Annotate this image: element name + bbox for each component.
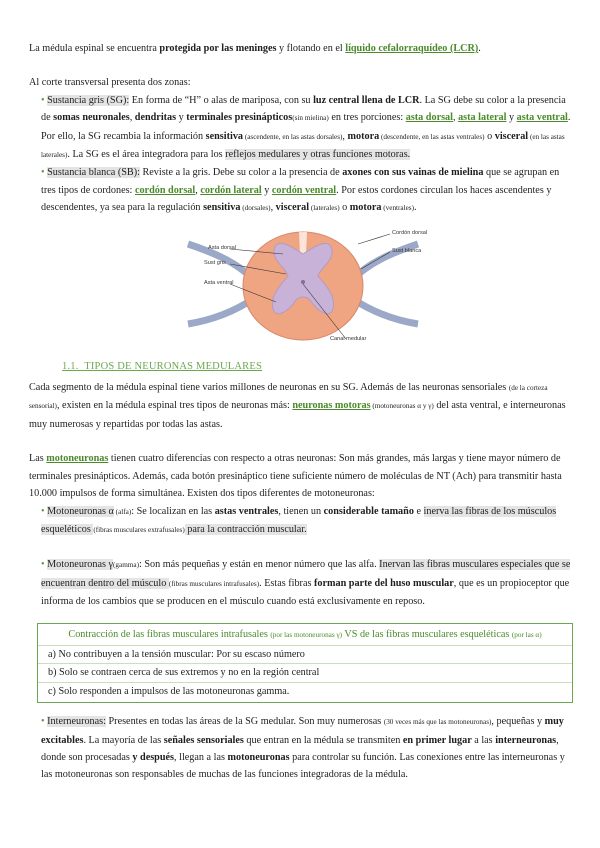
bold-text: terminales presinápticos	[186, 112, 293, 124]
small-note: (de la corteza sensorial)	[29, 384, 548, 411]
small-note: (alfa)	[113, 507, 132, 516]
bold-text: muy excitables	[41, 716, 564, 746]
text: , donde son procesadas	[41, 734, 559, 763]
text: Las	[29, 453, 47, 465]
label-sust-gris: Sust gris	[204, 259, 226, 266]
label-canal-medular: Canal medular	[330, 335, 367, 342]
bold-text: y después	[132, 751, 175, 763]
intro-paragraph	[29, 40, 573, 57]
text: Cada segmento de la médula espinal tiene varios millones de neuronas en su SG. Además de las neuronas sensoriales	[29, 382, 509, 394]
central-canal	[301, 280, 305, 284]
label-cordon-dorsal: Cordón dorsal	[392, 229, 428, 236]
green-term: asta dorsal	[405, 112, 453, 124]
bold-text: protegida por las meninges	[159, 43, 277, 54]
bold-text: considerable tamaño	[323, 505, 414, 517]
text: .	[414, 202, 417, 214]
bullet-interneuronas	[29, 713, 573, 784]
text: y	[506, 112, 517, 124]
text: . La SG debe su color a la presencia de	[41, 94, 566, 124]
right-lower-meninge	[353, 299, 418, 324]
small-note: (en las astas laterales)	[41, 132, 565, 160]
text: ,	[270, 202, 276, 214]
text: . Por estos cordones circulan los haces ascendentes y descendentes, ya sea para la regulación	[41, 184, 552, 214]
text: ,	[452, 112, 459, 124]
bold-text: sensitiva	[203, 202, 241, 214]
small-note: (dorsales)	[240, 204, 271, 213]
bold-text: luz central llena de LCR	[313, 94, 420, 106]
label-line-dorsal-cord	[358, 234, 390, 244]
text: , que es un propioceptor que informa de los cambios que se producen en el músculo cuando está exclusivamente en reposo.	[41, 577, 570, 608]
bold-text: señales sensoriales	[163, 734, 244, 746]
small-note: (fibras musculares extrafusales)	[93, 525, 185, 534]
bold-text: sensitiva	[205, 130, 244, 142]
bold-text: visceral	[275, 202, 310, 214]
text: . Por ello, la SG recambia la información	[41, 112, 571, 142]
bullet-motoneuronas-gamma	[29, 556, 573, 610]
highlight-text: Motoneuronas α	[47, 505, 114, 517]
text: VS de las fibras musculares esqueléticas	[342, 628, 512, 640]
text: o	[339, 202, 350, 214]
bold-text: visceral	[494, 130, 529, 142]
bullet-icon: •	[41, 94, 45, 106]
zones-intro: Al corte transversal presenta dos zonas:	[29, 77, 191, 89]
text: En forma de “H” o alas de mariposa, con su	[129, 94, 314, 106]
text: y	[261, 184, 272, 196]
text: ,	[342, 130, 348, 142]
text: ,	[195, 184, 201, 196]
box-row: a) No contribuyen a la tensión muscular: Por su escaso número	[38, 645, 572, 663]
paragraph-motoneurons	[29, 450, 573, 502]
green-term: asta lateral	[458, 112, 507, 124]
text: , llegan a las	[174, 751, 228, 763]
text: y	[176, 112, 187, 124]
label-asta-ventral: Asta ventral	[204, 279, 234, 286]
section-title-text: TIPOS DE NEURONAS MEDULARES	[84, 360, 263, 372]
bold-text: motora	[349, 202, 382, 214]
bold-text: dendritas	[134, 112, 177, 124]
text: . Estas fibras	[259, 577, 314, 589]
small-note: (fibras musculares intrafusales)	[168, 579, 260, 588]
small-note: (ventrales)	[381, 204, 414, 213]
text: del asta ventral, e interneuronas muy numerosas y repartidas por todas las astas.	[29, 400, 566, 430]
highlight-text: Motoneuronas γ	[47, 559, 114, 571]
text: e	[413, 505, 424, 517]
text: . La SG es el área integradora para los	[67, 149, 226, 161]
highlight-text: Inervan las fibras musculares especiales que se encuentran dentro del músculo	[41, 559, 571, 589]
text: . La mayoría de las	[83, 734, 164, 746]
bold-text: astas ventrales	[214, 505, 279, 517]
bullet-icon: •	[41, 505, 45, 517]
highlight-text: Sustancia gris (SG):	[47, 94, 130, 106]
green-term: cordón dorsal	[134, 184, 196, 196]
bold-text: interneuronas	[495, 734, 557, 746]
text: , tienen un	[278, 505, 324, 517]
small-note: (gamma)	[113, 561, 139, 570]
text: que entran en la médula se transmiten	[243, 734, 403, 746]
bold-text: motora	[347, 130, 380, 142]
green-term: cordón lateral	[200, 184, 262, 196]
bold-text: forman parte del huso muscular	[313, 577, 454, 589]
highlight-text: inerva las fibras de los músculos esqueléticos	[41, 505, 557, 535]
text: , pequeñas y	[491, 716, 545, 728]
bullet-icon: •	[41, 559, 45, 571]
text: : Son más pequeñas y están en menor número que las alfa.	[138, 559, 380, 571]
green-term: cordón ventral	[271, 184, 337, 196]
small-note: (30 veces más que las motoneuronas)	[383, 718, 492, 727]
label-asta-dorsal: Asta dorsal	[208, 244, 236, 251]
green-term: motoneuronas	[46, 453, 109, 465]
text: ,	[129, 112, 135, 124]
bullet-sustancia-blanca	[29, 164, 573, 217]
small-note: (por las α)	[511, 630, 542, 639]
bold-text: somas neuronales	[53, 112, 130, 124]
text: a las	[471, 734, 496, 746]
highlight-text: Sustancia blanca (SB):	[47, 167, 140, 179]
text: Presentes en todas las áreas de la SG medular. Son muy numerosas	[105, 716, 384, 728]
highlight-text: para la contracción muscular.	[184, 523, 307, 535]
text: Reviste a la gris. Debe su color a la presencia de	[139, 167, 343, 179]
paragraph-neuron-types	[29, 379, 573, 433]
text: para controlar su función. Las conexiones entre las interneuronas y las motoneuronas son responsables de muchas de las funciones integradoras de la médula.	[41, 751, 565, 781]
comparison-box	[37, 623, 573, 704]
green-term: asta ventral	[516, 112, 568, 124]
left-lower-meninge	[188, 299, 253, 324]
green-term: líquido cefalorraquídeo (LCR)	[345, 43, 479, 54]
small-note: (ascendente, en las astas dorsales)	[243, 132, 343, 141]
spinal-cord-figure	[178, 224, 428, 344]
text: .	[478, 43, 481, 54]
label-sust-blanca: Sust blanca	[392, 247, 422, 254]
text: que se agrupan en tres tipos de cordones:	[41, 167, 560, 196]
text: , existen en la médula espinal tres tipos de neuronas más:	[56, 400, 293, 412]
box-title	[38, 626, 572, 644]
box-row: b) Solo se contraen cerca de sus extremos y no en la región central	[38, 663, 572, 681]
small-note: (motoneuronas α y γ)	[370, 402, 434, 411]
small-note: (descendente, en las astas ventrales)	[379, 132, 485, 141]
bold-text: motoneuronas	[227, 751, 290, 763]
highlight-text: Interneuronas:	[47, 716, 106, 728]
text: en tres porciones:	[328, 112, 406, 124]
bullet-icon: •	[41, 716, 45, 728]
text: La médula espinal se encuentra	[29, 43, 160, 54]
small-note: (sin mielina)	[292, 114, 329, 123]
small-note: (por las motoneuronas γ)	[270, 630, 343, 639]
text: o	[484, 130, 495, 142]
bullet-motoneuronas-alfa	[29, 503, 573, 540]
section-title	[62, 358, 573, 375]
section-number: 1.1.	[62, 360, 79, 372]
bold-text: axones con sus vainas de mielina	[342, 167, 484, 179]
document-page	[29, 40, 573, 784]
text: : Se localizan en las	[131, 505, 215, 517]
highlight-text: reflejos medulares y otras funciones motoras.	[225, 149, 411, 161]
small-note: (laterales)	[309, 204, 340, 213]
text: y flotando en el	[276, 43, 346, 54]
text: tienen cuatro diferencias con respecto a otras neuronas: Son más grandes, más largas y tiene mayor número de terminales presinápticos. Además, cada botón presináptico tiene suficiente número de moléculas de NT (Ach) para transmitir hasta 10.000 impulsos de forma simultánea. Existen dos tipos diferentes de motoneuronas:	[29, 453, 562, 500]
box-row: c) Solo responden a impulsos de las motoneuronas gamma.	[38, 682, 572, 700]
green-term: neuronas motoras	[292, 400, 371, 412]
text: Contracción de las fibras musculares intrafusales	[68, 628, 271, 640]
bold-text: en primer lugar	[402, 734, 472, 746]
bullet-icon: •	[41, 167, 45, 179]
dorsal-fissure	[299, 232, 307, 254]
bullet-sustancia-gris	[29, 92, 573, 165]
